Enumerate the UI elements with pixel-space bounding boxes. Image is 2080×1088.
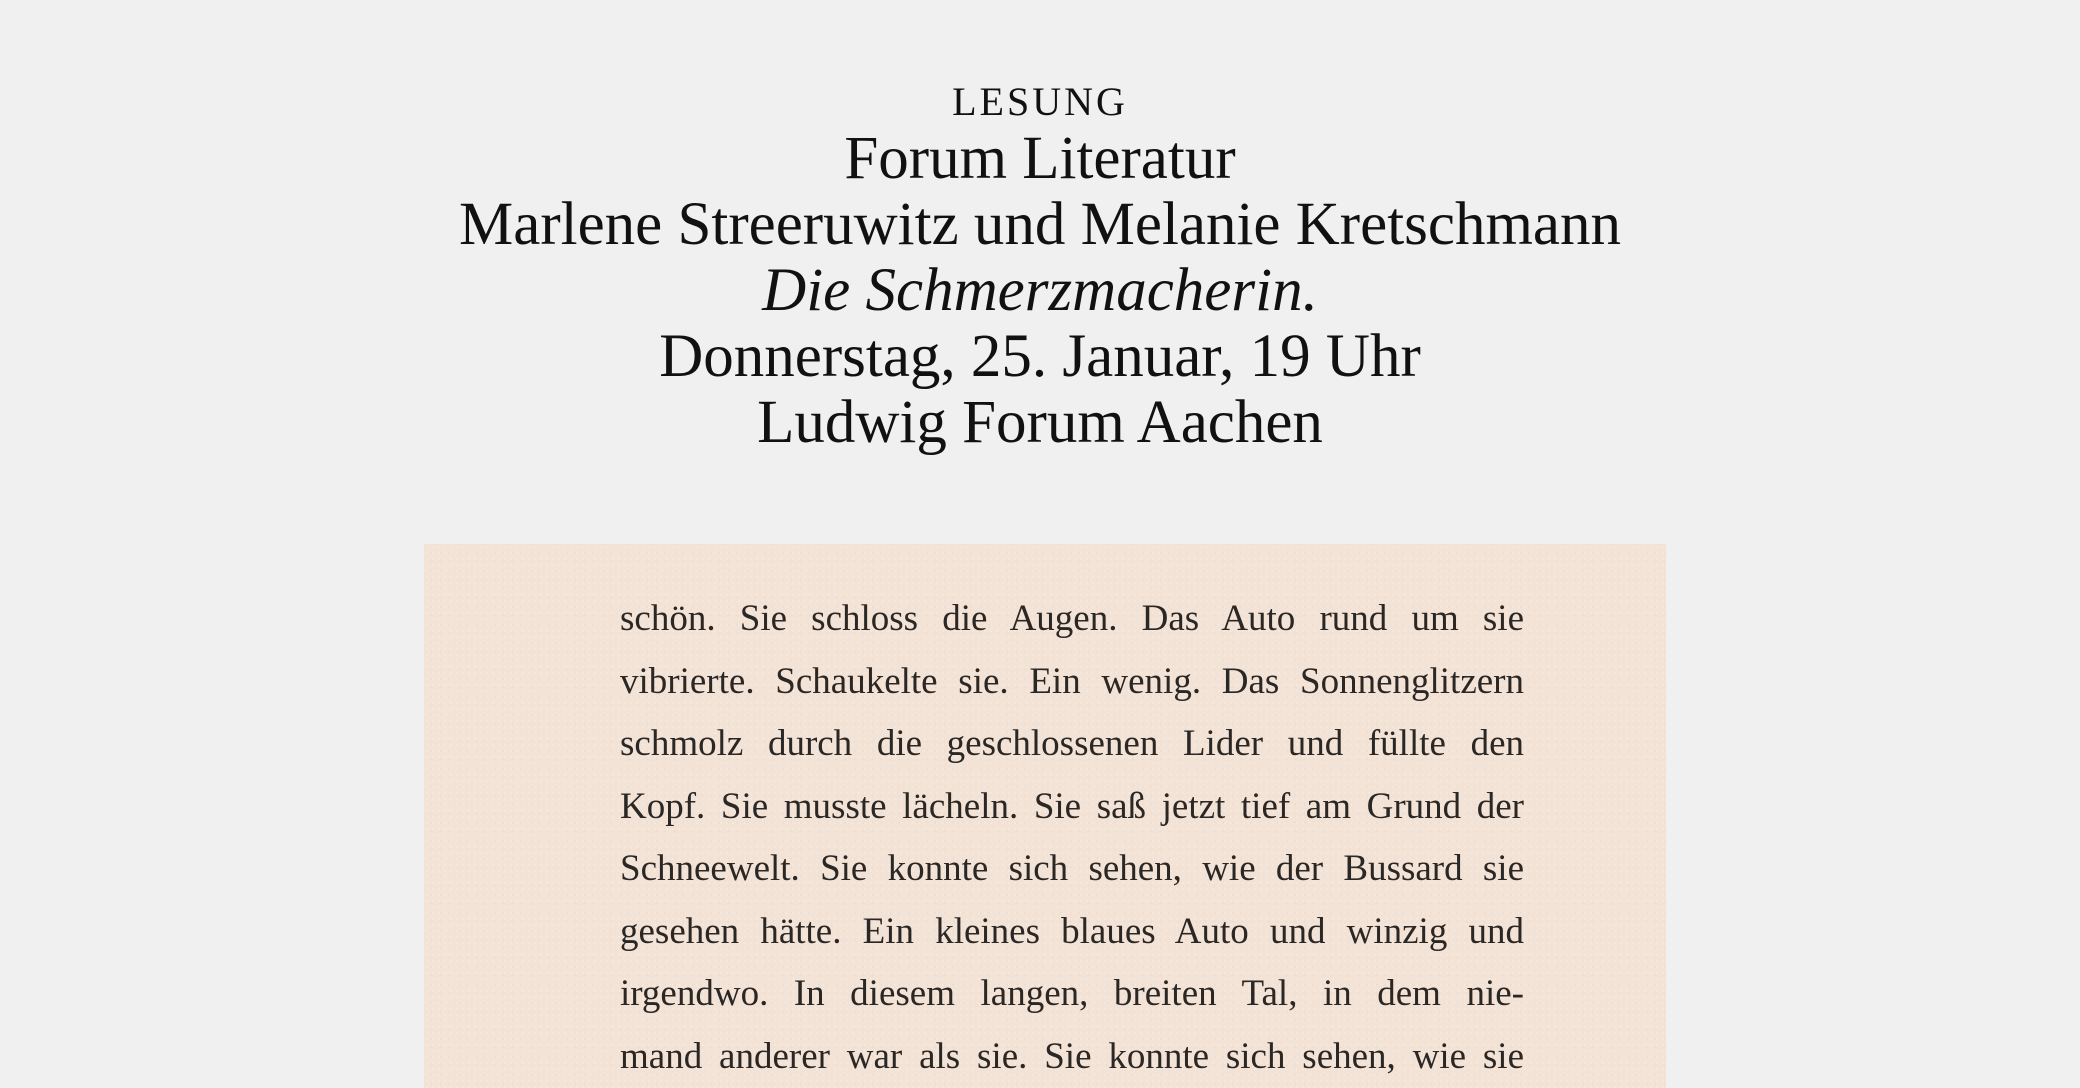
excerpt-line: gesehen hätte. Ein kleines blaues Auto und winzig und bbox=[620, 910, 1524, 952]
excerpt-line: Schneewelt. Sie konnte sich sehen, wie der Bussard sie bbox=[620, 848, 1524, 889]
excerpt-line: schmolz durch die geschlossenen Lider und füllte den bbox=[620, 723, 1524, 764]
event-kicker: LESUNG bbox=[952, 79, 1128, 124]
event-authors: Marlene Streeruwitz und Melanie Kretschmann bbox=[459, 191, 1621, 258]
excerpt-line: schön. Sie schloss die Augen. Das Auto rund um sie bbox=[620, 598, 1524, 639]
excerpt-line: Kopf. Sie musste lächeln. Sie saß jetzt tief am Grund der bbox=[620, 785, 1524, 827]
event-title: Forum Literatur bbox=[844, 125, 1236, 192]
excerpt-line: irgendwo. In diesem langen, breiten Tal, in dem nie- bbox=[620, 973, 1524, 1014]
event-header bbox=[0, 78, 2080, 456]
book-excerpt-image bbox=[424, 544, 1666, 1088]
event-venue: Ludwig Forum Aachen bbox=[757, 389, 1323, 456]
excerpt-line: mand anderer war als sie. Sie konnte sich sehen, wie sie bbox=[620, 1035, 1524, 1077]
excerpt-text-block bbox=[620, 588, 1524, 1088]
event-datetime: Donnerstag, 25. Januar, 19 Uhr bbox=[659, 323, 1421, 390]
excerpt-line: vibrierte. Schaukelte sie. Ein wenig. Das Sonnenglitzern bbox=[620, 660, 1524, 702]
event-book-title: Die Schmerzmacherin. bbox=[762, 257, 1318, 324]
